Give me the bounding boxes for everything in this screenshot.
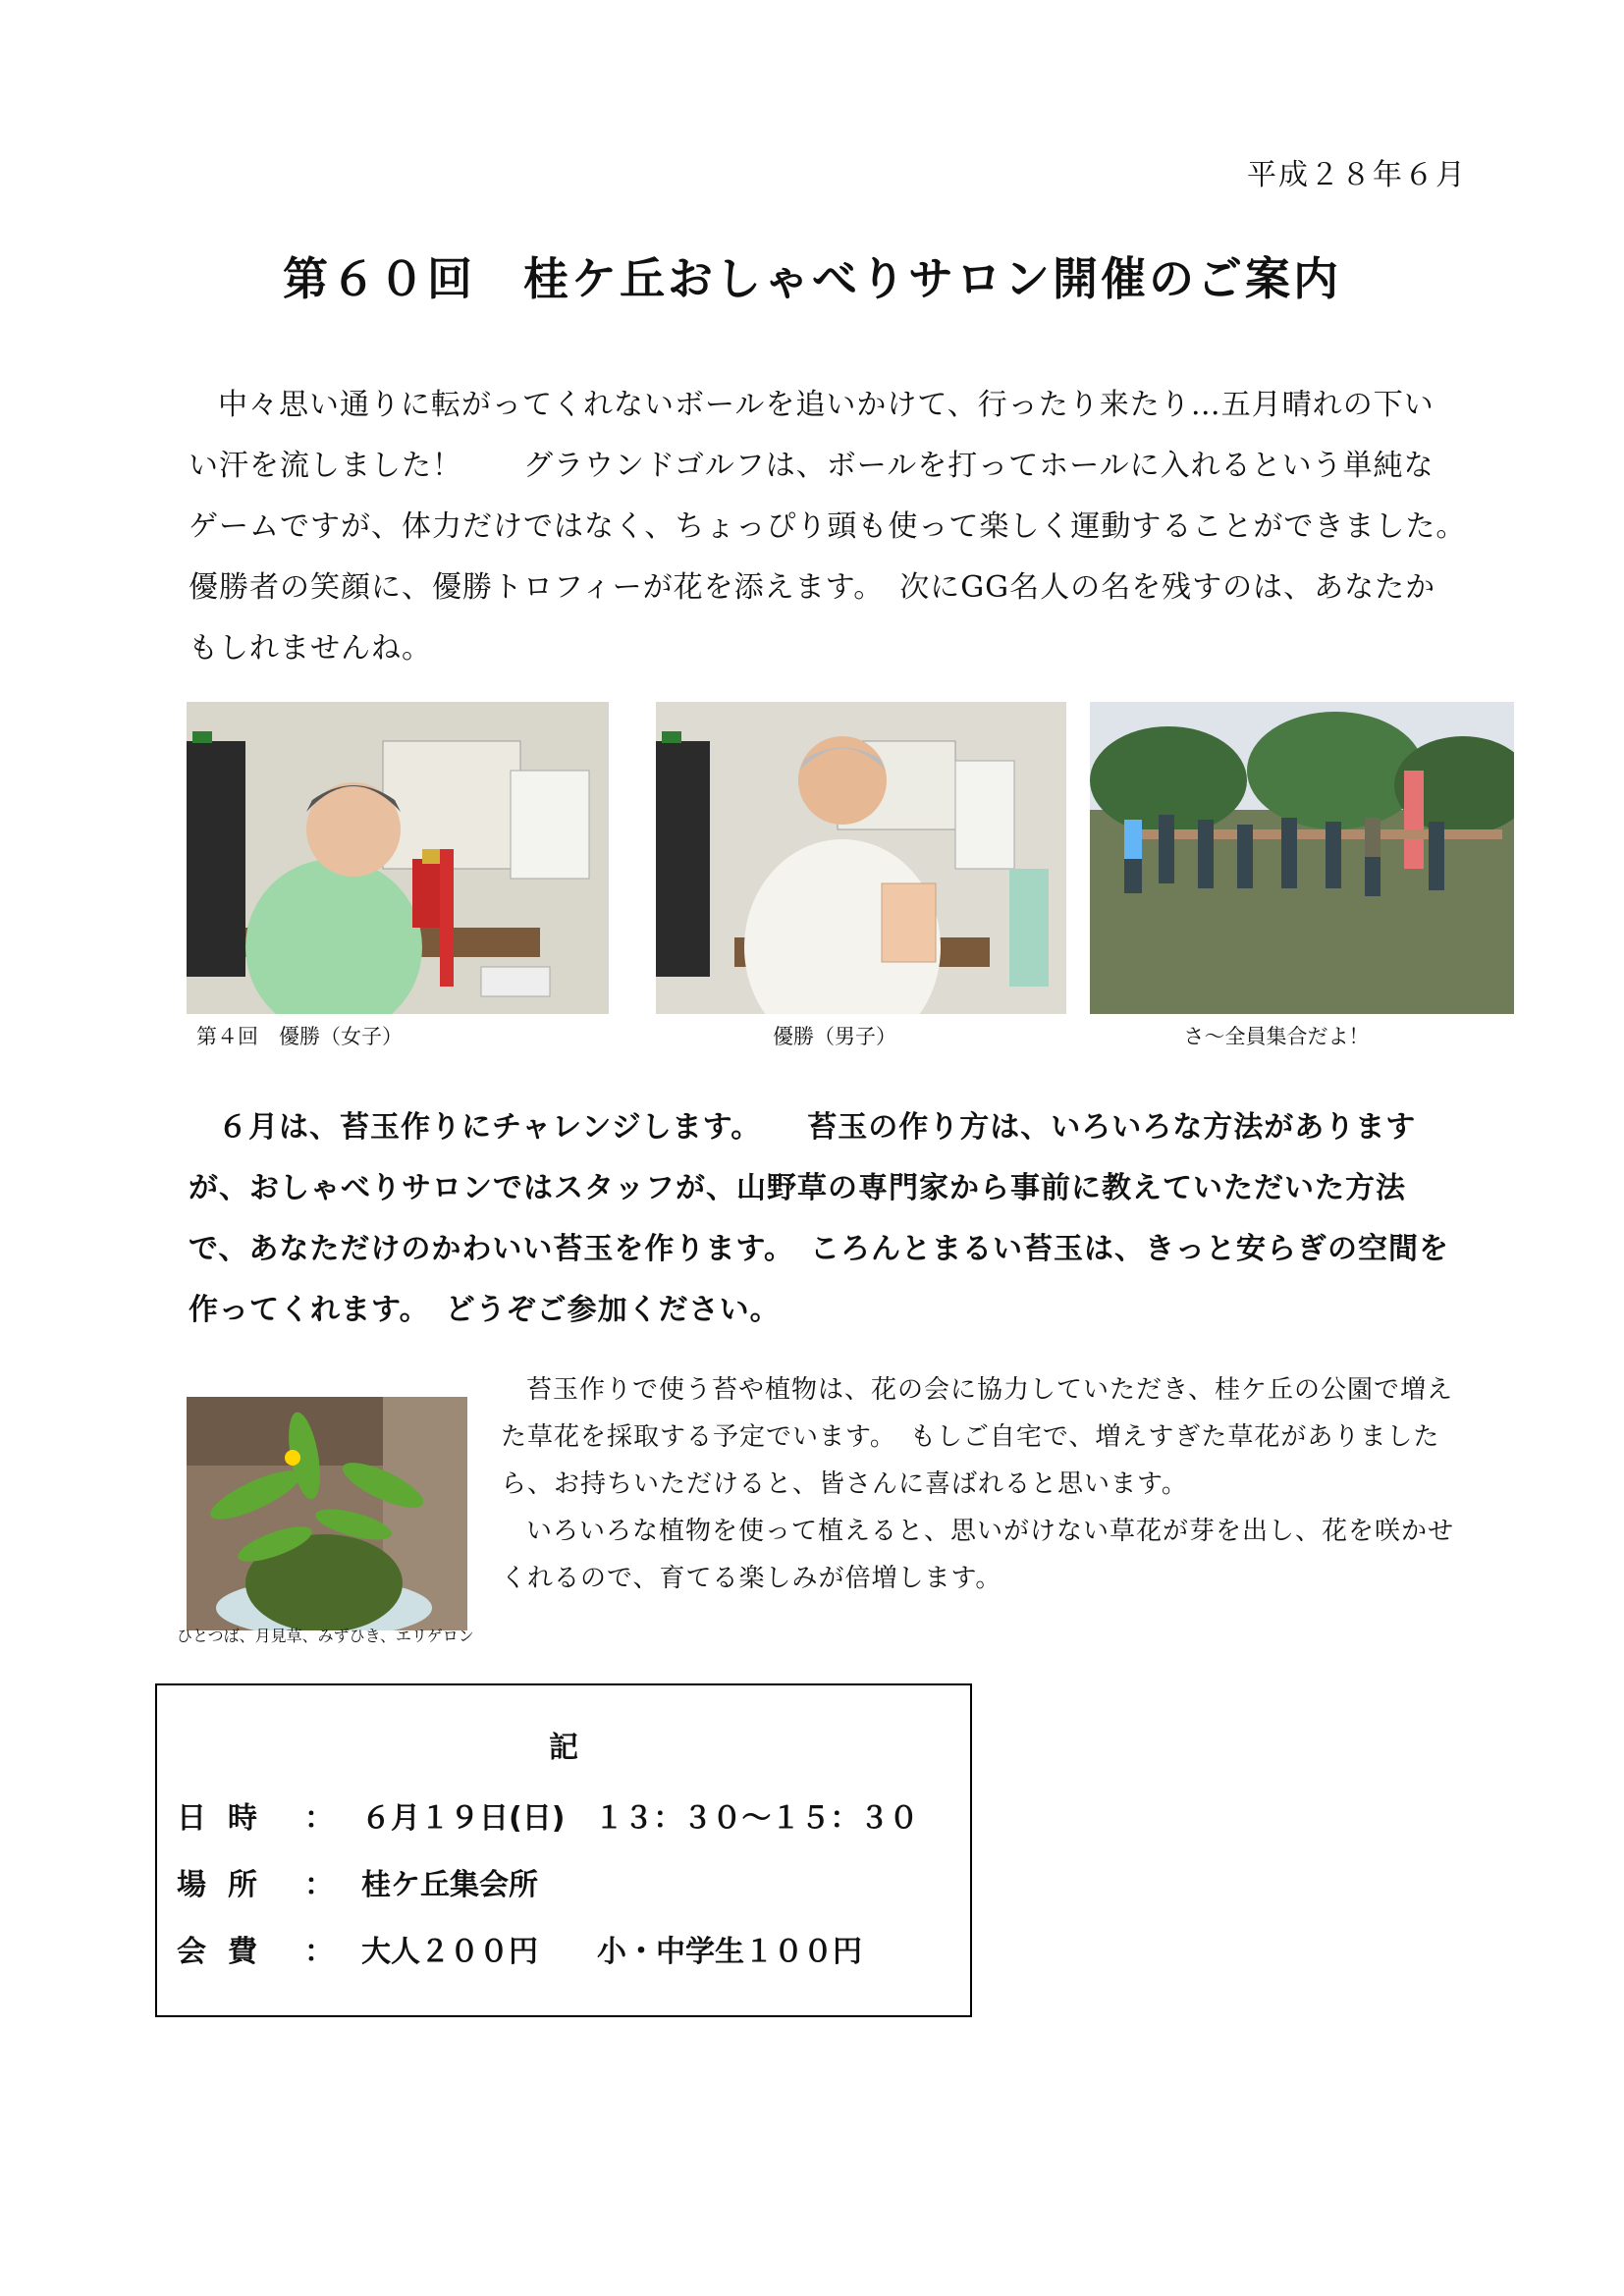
row-separator: ：: [304, 1868, 334, 1902]
group-photo-image: [1090, 702, 1514, 1014]
kokedama-image: [187, 1397, 467, 1630]
photo-men-winner: [656, 702, 1066, 1014]
row-label: 会費: [177, 1935, 279, 1969]
photo-kokedama: [187, 1397, 467, 1630]
issue-date: 平成２８年６月: [1247, 158, 1467, 192]
photo-caption-men: 優勝（男子）: [773, 1025, 896, 1048]
men-winner-image: [656, 702, 1066, 1014]
photo-caption-group: さ～全員集合だよ！: [1183, 1025, 1370, 1048]
kokedama-paragraph: 苔玉作りで使う苔や植物は、花の会に協力していただき、桂ケ丘の公園で増えた草花を採取する予定でいます。 もしご自宅で、増えすぎた草花がありましたら、お持ちいただけると、皆さんに喜ばれると思います。: [501, 1375, 1453, 1499]
row-separator: ：: [304, 1801, 334, 1836]
row-label: 場所: [177, 1868, 279, 1902]
venue-row: [177, 1860, 538, 1903]
women-winner-image: [187, 702, 609, 1014]
row-label: 日時: [177, 1801, 279, 1836]
kokedama-caption: ひとつば、月見草、みずひき、エリゲロン: [177, 1627, 474, 1645]
fee-row: [177, 1927, 862, 1970]
photo-group: [1090, 702, 1514, 1014]
row-value: ６月１９日(日) １３：３０～１５：３０: [361, 1801, 919, 1836]
row-separator: ：: [304, 1935, 334, 1969]
row-value: 大人２００円 小・中学生１００円: [361, 1935, 862, 1969]
page-title: 第６０回 桂ケ丘おしゃべりサロン開催のご案内: [283, 252, 1341, 305]
row-value: 桂ケ丘集会所: [361, 1868, 538, 1902]
photo-women-winner: [187, 702, 609, 1014]
intro-paragraph: 中々思い通りに転がってくれないボールを追いかけて、行ったり来たり…五月晴れの下いい汗を流しました！ グラウンドゴルフは、ボールを打ってホールに入れるという単純なゲームですが、体力だけではなく、ちょっぴり頭も使って楽しく運動することができました。 優勝者の笑顔に、優勝トロフィーが花を添えます。 次にGG名人の名を残すのは、あなたかもしれませんね。: [189, 388, 1483, 666]
event-details-box: [155, 1683, 972, 2017]
kokedama-description: [501, 1366, 1473, 1602]
notice-heading: 記: [549, 1731, 578, 1765]
june-announcement: ６月は、苔玉作りにチャレンジします。 苔玉の作り方は、いろいろな方法がありますが、おしゃべりサロンではスタッフが、山野草の専門家から事前に教えていただいた方法で、あなただけのかわいい苔玉を作ります。 ころんとまるい苔玉は、きっと安らぎの空間を作ってくれます。 どうぞご参加ください。: [189, 1110, 1449, 1327]
kokedama-paragraph: いろいろな植物を使って植えると、思いがけない草花が芽を出し、花を咲かせくれるので、育てる楽しみが倍増します。: [501, 1517, 1455, 1593]
datetime-row: [177, 1793, 918, 1837]
photo-caption-women: 第４回 優勝（女子）: [196, 1025, 403, 1048]
